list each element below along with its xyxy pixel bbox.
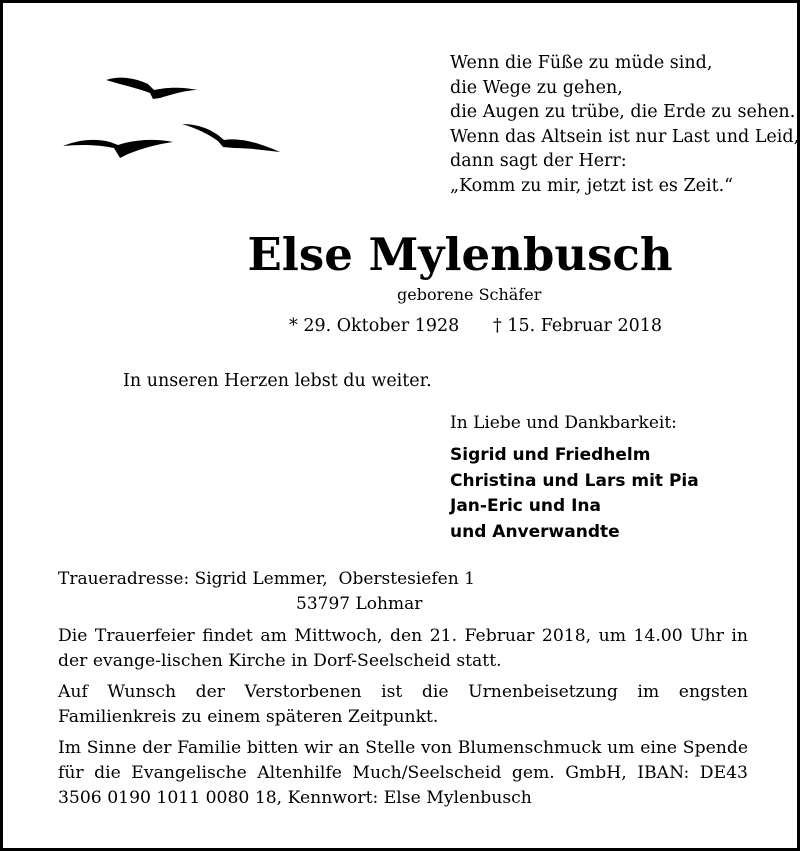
poem-line: dann sagt der Herr: [450,151,627,171]
mourning-address-line1: Traueradresse: Sigrid Lemmer, Oberstesiefen 1 [58,569,475,589]
poem-line: Wenn das Altsein ist nur Last und Leid, [450,126,800,147]
mourner-name: Jan-Eric und Ina [450,496,601,516]
mourners-list [450,443,699,545]
burial-paragraph: Auf Wunsch der Verstorbenen ist die Urnenbeisetzung im engsten Familienkreis zu einem späteren Zeitpunkt. [58,682,748,727]
poem [450,51,799,198]
motto: In unseren Herzen lebst du weiter. [123,371,432,391]
death-date: † 15. Februar 2018 [493,316,662,336]
mourner-name: Sigrid und Friedhelm [450,445,651,465]
poem-line: die Wege zu gehen, [450,77,623,98]
mourners-intro: In Liebe und Dankbarkeit: [450,413,677,433]
mourner-name: Christina und Lars mit Pia [450,470,699,491]
donation-paragraph: Im Sinne der Familie bitten wir an Stelle von Blumenschmuck um eine Spende für die Evangelische Altenhilfe Much/Seelscheid gem. GmbH, IBAN: DE43 3506 0190 1011 0080 18, Kennwort: Else Mylenbusch [58,738,748,808]
birth-date: * 29. Oktober 1928 [289,316,460,336]
maiden-name: geborene Schäfer [397,285,542,304]
flying-birds-icon [58,68,293,168]
poem-line: Wenn die Füße zu müde sind, [450,53,713,73]
mourner-name: und Anverwandte [450,521,620,542]
poem-line: die Augen zu trübe, die Erde zu sehen. [450,102,796,122]
mourning-address-line2: 53797 Lohmar [296,594,423,614]
deceased-name: Else Mylenbusch [247,228,673,281]
ceremony-paragraph: Die Trauerfeier findet am Mittwoch, den 21. Februar 2018, um 14.00 Uhr in der evange-lischen Kirche in Dorf-Seelscheid statt. [58,626,748,671]
poem-line: „Komm zu mir, jetzt ist es Zeit.“ [450,175,734,196]
